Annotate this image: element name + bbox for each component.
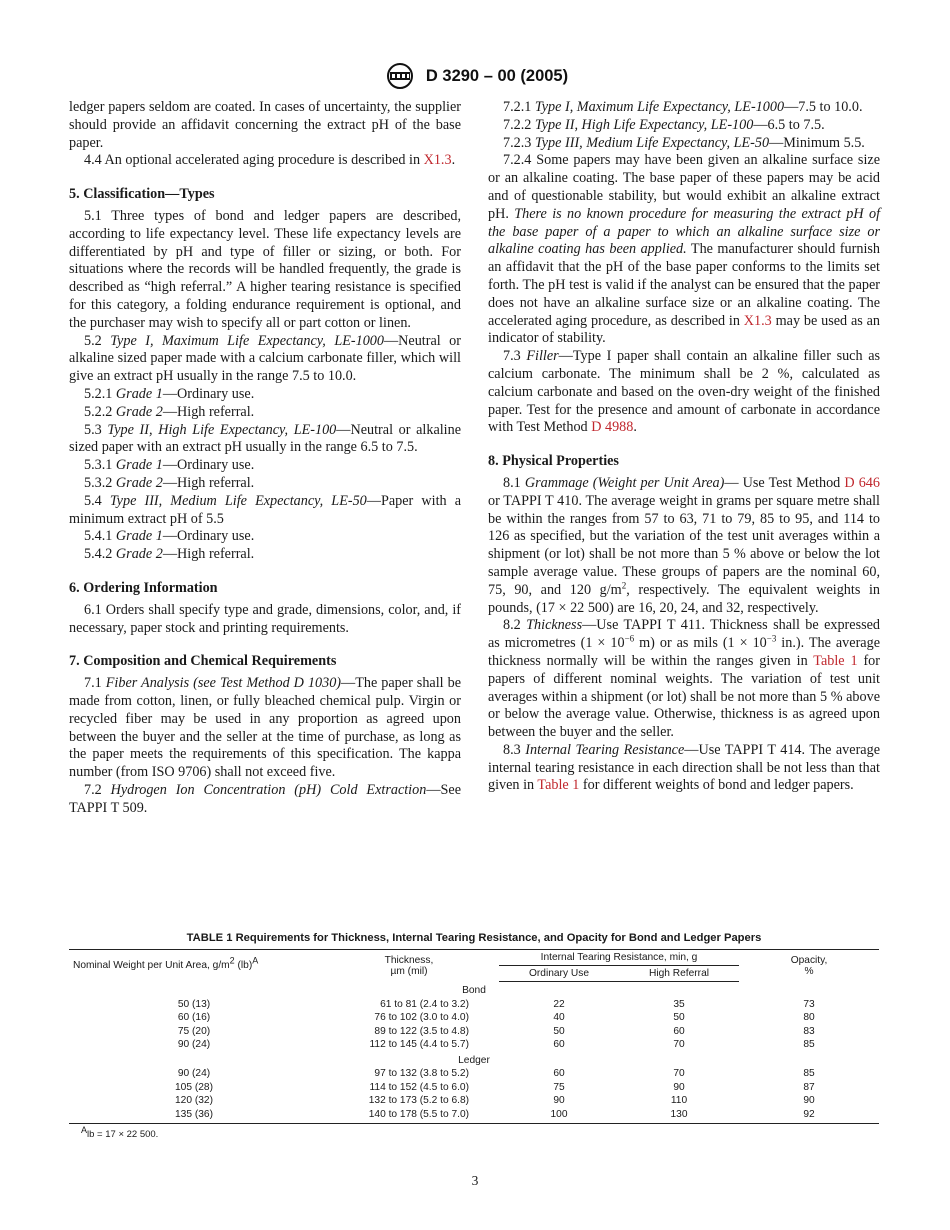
header-weight: Nominal Weight per Unit Area, $g/m^2$ (lb)$^A$: [69, 950, 319, 982]
table-title: TABLE 1 Requirements for Thickness, Internal Tearing Resistance, and Opacity for Bond and Ledger Papers: [186, 932, 762, 944]
section-heading-7: 7. Composition and Chemical Requirements: [69, 653, 337, 670]
link-d-4988[interactable]: D 4988: [591, 419, 634, 436]
page-number: 3: [471, 1173, 479, 1188]
left-column: [69, 99, 461, 817]
header-tearing: Internal Tearing Resistance, min, g: [499, 950, 739, 966]
right-column: [488, 99, 880, 795]
section-heading-8: 8. Physical Properties: [488, 453, 619, 470]
paragraph-5-3: 5.3 Type II, High Life Expectancy, LE-100—Neutral or alkaline sized paper with an extract pH usually in the range 6.5 to 7.5.: [69, 421, 462, 456]
paragraph-7-1: 7.1 Fiber Analysis (see Test Method D 1030)—The paper shall be made from cotton, linen, or fully bleached chemical pulp. Virgin or recycled fiber may be used in any proportion as agreed upon between the buyer and the seller at the time of purchase, as long as the paper meets the requirements of this specification. The kappa number (from ISO 9706) shall not exceed five.: [69, 675, 462, 781]
paragraph-5-2-1: 5.2.1 Grade 1—Ordinary use.: [84, 385, 255, 402]
table-footnote: $^A$lb = 17 × 22 500.: [81, 1124, 159, 1140]
table-row: 90 (24) 112 to 145 (4.4 to 5.7) 60 70 85: [177, 1039, 815, 1050]
link-x1-3[interactable]: X1.3: [423, 152, 452, 169]
header-thickness: Thickness, µm (mil): [319, 950, 499, 982]
header-ordinary-use: Ordinary Use: [499, 966, 619, 982]
paragraph-7-3: 7.3 Filler—Type I paper shall contain an alkaline filler such as calcium carbonate. The minimum shall be 2 %, calculated as calcium carbonate and based on the oven-dry weight of the finished paper. Test for the presence and amount of carbonate in accordance with Test Method D 4988.: [488, 348, 881, 436]
table-row: 105 (28) 114 to 152 (4.5 to 6.0) 75 90 87: [175, 1081, 815, 1093]
paragraph-5-4: 5.4 Type III, Medium Life Expectancy, LE-50—Paper with a minimum extract pH of 5.5: [69, 492, 461, 527]
paragraph-5-2-2: 5.2.2 Grade 2—High referral.: [84, 403, 255, 420]
paragraph-7-2-3: 7.2.3 Type III, Medium Life Expectancy, LE-50—Minimum 5.5.: [503, 134, 865, 151]
paragraph-8-2: 8.2 Thickness—Use TAPPI T 411. Thickness shall be expressed as micrometres ($1 \times 10^{-6}$ m) or as mils ($1 \times 10^{-3}$ in.). The average thickness normally will be within the ranges given in Table 1 for papers of different nominal weights. The variation of test unit averages within a shipment (or lot) shall be not more than 5 % above or below the average value. Otherwise, thickness is as agreed upon between the buyer and the seller.: [488, 617, 881, 741]
paragraph-5-1: 5.1 Three types of bond and ledger papers are described, according to life expectancy level. These life expectancy levels are differentiated by pH and type of filler or sizing, or both. For situations where the records will be handled frequently, the grade is described as “high referral.” A higher tearing resistance is specified for this category, a folding endurance requirement is optional, and the purchaser may wish to specify all or part cotton or linen.: [69, 207, 461, 331]
section-label-ledger: Ledger: [458, 1054, 490, 1066]
table-row: 90 (24) 97 to 132 (3.8 to 5.2) 60 70 85: [177, 1068, 815, 1079]
header-high-referral: High Referral: [619, 966, 739, 982]
paragraph-5-4-2: 5.4.2 Grade 2—High referral.: [84, 546, 255, 563]
table-row: 60 (16) 76 to 102 (3.0 to 4.0) 40 50 80: [177, 1012, 815, 1023]
paragraph-7-2: 7.2 Hydrogen Ion Concentration (pH) Cold Extraction—See TAPPI T 509.: [69, 781, 462, 816]
paragraph-8-3: 8.3 Internal Tearing Resistance—Use TAPPI T 414. The average internal tearing resistance in each direction shall be not less than that given in Table 1 for different weights of bond and ledger papers.: [488, 741, 880, 794]
table-row: 135 (36) 140 to 178 (5.5 to 7.0) 100 130 92: [175, 1108, 815, 1120]
paragraph-7-2-1: 7.2.1 Type I, Maximum Life Expectancy, LE-1000—7.5 to 10.0.: [503, 99, 863, 115]
link-d-646[interactable]: D 646: [844, 474, 880, 491]
paragraph-5-3-1: 5.3.1 Grade 1—Ordinary use.: [84, 457, 255, 474]
paragraph-5-2: 5.2 Type I, Maximum Life Expectancy, LE-1000—Neutral or alkaline sized paper made with a calcium carbonate filler, which will give an extract pH usually in the range 7.5 to 10.0.: [69, 332, 462, 385]
table-row: 75 (20) 89 to 122 (3.5 to 4.8) 50 60 83: [177, 1025, 815, 1037]
page-header: [0, 62, 950, 90]
standard-designation: D 3290 – 00 (2005): [425, 66, 569, 85]
link-table-1[interactable]: Table 1: [813, 652, 858, 669]
section-label-bond: Bond: [462, 985, 486, 996]
paragraph-8-1: 8.1 Grammage (Weight per Unit Area)— Use Test Method D 646 or TAPPI T 410. The average weight in grams per square metre shall be within the ranges from 57 to 63, 71 to 79, 85 to 95, and 114 to 126 as specified, but the variation of the test unit averages within a shipment (or lot) shall be not more than 5 % above or below the lot sample average value. These groups of papers are the nominal 60, 75, 90, and 120 $g/m^2$, respectively. The equivalent weights in pounds, (17 × 22 500) are 16, 20, 24, and 32, respectively.: [488, 474, 880, 616]
paragraph-6-1: 6.1 Orders shall specify type and grade, dimensions, color, and, if necessary, paper stock and printing requirements.: [69, 601, 461, 636]
paragraph-5-4-1: 5.4.1 Grade 1—Ordinary use.: [84, 528, 255, 545]
paragraph-7-2-2: 7.2.2 Type II, High Life Expectancy, LE-100—6.5 to 7.5.: [503, 116, 825, 133]
paragraph-4-4: 4.4 An optional accelerated aging procedure is described in X1.3.: [84, 152, 456, 169]
paragraph-7-2-4: 7.2.4 Some papers may have been given an alkaline surface size or an alkaline coating. The base paper of these papers may be acid and of questionable stability, but would exhibit an alkaline extract pH. There is no known procedure for measuring the extract pH of the base paper of a paper to which an alkaline surface size or alkaline coating has been applied. The manufacturer should furnish an affidavit that the pH of the base paper conforms to the limits set forth. The pH test is valid if the analyst can be ensured that the paper does not have an alkaline surface size or an alkaline coating. The accelerated aging procedure, as described in X1.3 may be used as an indicator of stability.: [488, 152, 881, 347]
table-row: 50 (13) 61 to 81 (2.4 to 3.2) 22 35 73: [177, 998, 815, 1010]
section-heading-6: 6. Ordering Information: [69, 579, 218, 596]
table-row: 120 (32) 132 to 173 (5.2 to 6.8) 90 110 90: [175, 1095, 815, 1106]
header-opacity: Opacity, %: [739, 950, 879, 982]
paragraph: ledger papers seldom are coated. In cases of uncertainty, the supplier should provide an affidavit concerning the extract pH of the base paper.: [69, 99, 461, 151]
requirements-table: [69, 949, 879, 1124]
table-1: [69, 932, 879, 1140]
astm-logo-icon: [382, 62, 418, 90]
paragraph-5-3-2: 5.3.2 Grade 2—High referral.: [84, 474, 255, 491]
link-table-1[interactable]: Table 1: [537, 777, 580, 794]
section-heading-5: 5. Classification—Types: [69, 186, 215, 203]
link-x1-3[interactable]: X1.3: [743, 312, 772, 329]
